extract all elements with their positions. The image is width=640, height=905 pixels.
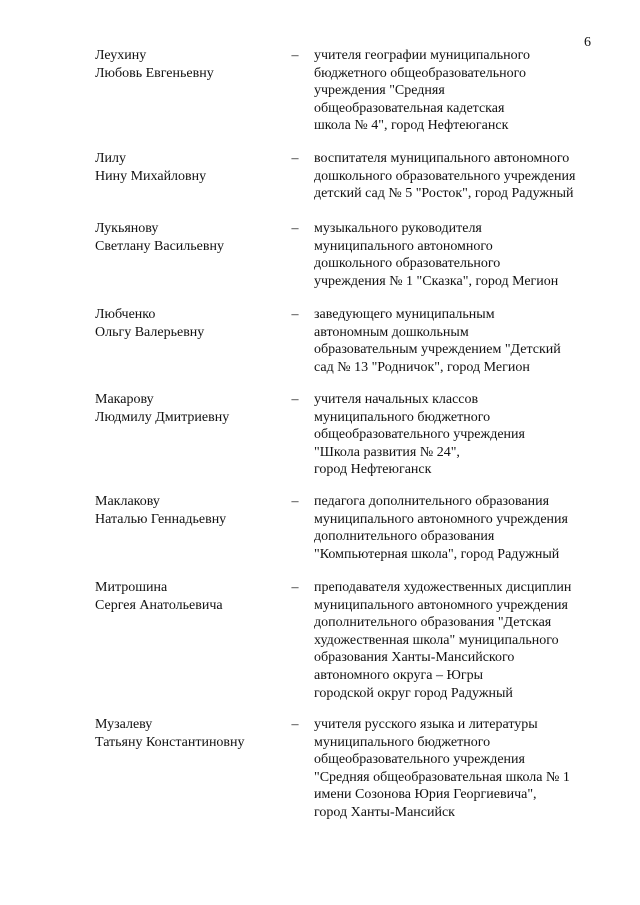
surname: Лилу xyxy=(95,151,126,166)
person-name xyxy=(95,391,280,426)
dash-separator: – xyxy=(291,392,299,407)
given-names: Людмилу Дмитриевну xyxy=(95,409,230,425)
position-line: воспитателя муниципального автономного xyxy=(314,151,570,166)
position-line: учреждения "Средняя xyxy=(314,83,445,99)
position-line: бюджетного общеобразовательного xyxy=(314,65,526,81)
position-line: городской округ город Радужный xyxy=(314,685,513,701)
position-line: город Нефтеюганск xyxy=(314,462,432,478)
position-line: дошкольного образовательного учреждения xyxy=(314,168,576,184)
position-line: образовательным учреждением "Детский xyxy=(314,342,561,358)
position-line: общеобразовательного учреждения xyxy=(314,752,525,768)
position-description xyxy=(314,220,614,290)
position-line: школа № 4", город Нефтеюганск xyxy=(314,118,509,134)
position-description xyxy=(314,306,614,376)
person-name xyxy=(95,493,280,528)
position-line: муниципального бюджетного xyxy=(314,409,491,425)
person-name xyxy=(95,716,280,751)
person-name xyxy=(95,150,280,185)
dash-separator: – xyxy=(291,717,299,732)
person-name xyxy=(95,47,280,82)
position-line: сад № 13 "Родничок", город Мегион xyxy=(314,359,530,375)
given-names: Любовь Евгеньевну xyxy=(95,65,214,81)
position-line: муниципального автономного учреждения xyxy=(314,597,568,613)
surname: Лукьянову xyxy=(95,221,159,236)
position-line: город Ханты-Мансийск xyxy=(314,804,455,820)
position-line: автономного округа – Югры xyxy=(314,667,483,683)
dash-separator: – xyxy=(291,221,299,236)
surname: Маклакову xyxy=(95,494,160,509)
position-description xyxy=(314,716,614,822)
position-line: дополнительного образования "Детская xyxy=(314,615,552,631)
given-names: Светлану Васильевну xyxy=(95,238,224,254)
position-line: детский сад № 5 "Росток", город Радужный xyxy=(314,186,574,202)
position-line: дополнительного образования xyxy=(314,529,495,545)
surname: Митрошина xyxy=(95,580,168,595)
surname: Музалеву xyxy=(95,717,153,732)
surname: Леухину xyxy=(95,48,147,63)
position-line: преподавателя художественных дисциплин xyxy=(314,580,572,595)
position-line: общеобразовательного учреждения xyxy=(314,427,525,443)
position-line: музыкального руководителя xyxy=(314,221,482,236)
position-line: автономным дошкольным xyxy=(314,324,469,340)
position-line: художественная школа" муниципального xyxy=(314,632,559,648)
person-name xyxy=(95,579,280,614)
position-line: муниципального автономного xyxy=(314,238,493,254)
position-line: "Средняя общеобразовательная школа № 1 xyxy=(314,769,570,785)
dash-separator: – xyxy=(291,48,299,63)
given-names: Наталью Геннадьевну xyxy=(95,511,227,527)
position-line: учителя начальных классов xyxy=(314,392,479,407)
dash-separator: – xyxy=(291,151,299,166)
position-line: педагога дополнительного образования xyxy=(314,494,550,509)
position-line: дошкольного образовательного xyxy=(314,256,501,272)
person-name xyxy=(95,306,280,341)
dash-separator: – xyxy=(291,580,299,595)
page-number: 6 xyxy=(584,35,591,50)
position-line: учителя географии муниципального xyxy=(314,48,530,63)
position-line: учреждения № 1 "Сказка", город Мегион xyxy=(314,273,559,289)
position-line: "Компьютерная школа", город Радужный xyxy=(314,546,560,562)
position-description xyxy=(314,493,614,563)
position-description xyxy=(314,47,614,135)
position-line: "Школа развития № 24", xyxy=(314,444,460,460)
surname: Любченко xyxy=(95,307,156,322)
position-description xyxy=(314,391,614,479)
person-name xyxy=(95,220,280,255)
surname: Макарову xyxy=(95,392,154,407)
dash-separator: – xyxy=(291,494,299,509)
given-names: Татьяну Константиновну xyxy=(95,734,245,750)
position-line: учителя русского языка и литературы xyxy=(314,717,538,732)
position-line: муниципального автономного учреждения xyxy=(314,511,568,527)
position-line: образования Ханты-Мансийского xyxy=(314,650,515,666)
position-line: заведующего муниципальным xyxy=(314,307,495,322)
dash-separator: – xyxy=(291,307,299,322)
given-names: Нину Михайловну xyxy=(95,168,207,184)
given-names: Сергея Анатольевича xyxy=(95,597,223,613)
position-line: общеобразовательная кадетская xyxy=(314,100,505,116)
position-line: имени Созонова Юрия Георгиевича", xyxy=(314,787,537,803)
given-names: Ольгу Валерьевну xyxy=(95,324,205,340)
position-description xyxy=(314,579,614,702)
position-description xyxy=(314,150,614,203)
position-line: муниципального бюджетного xyxy=(314,734,491,750)
